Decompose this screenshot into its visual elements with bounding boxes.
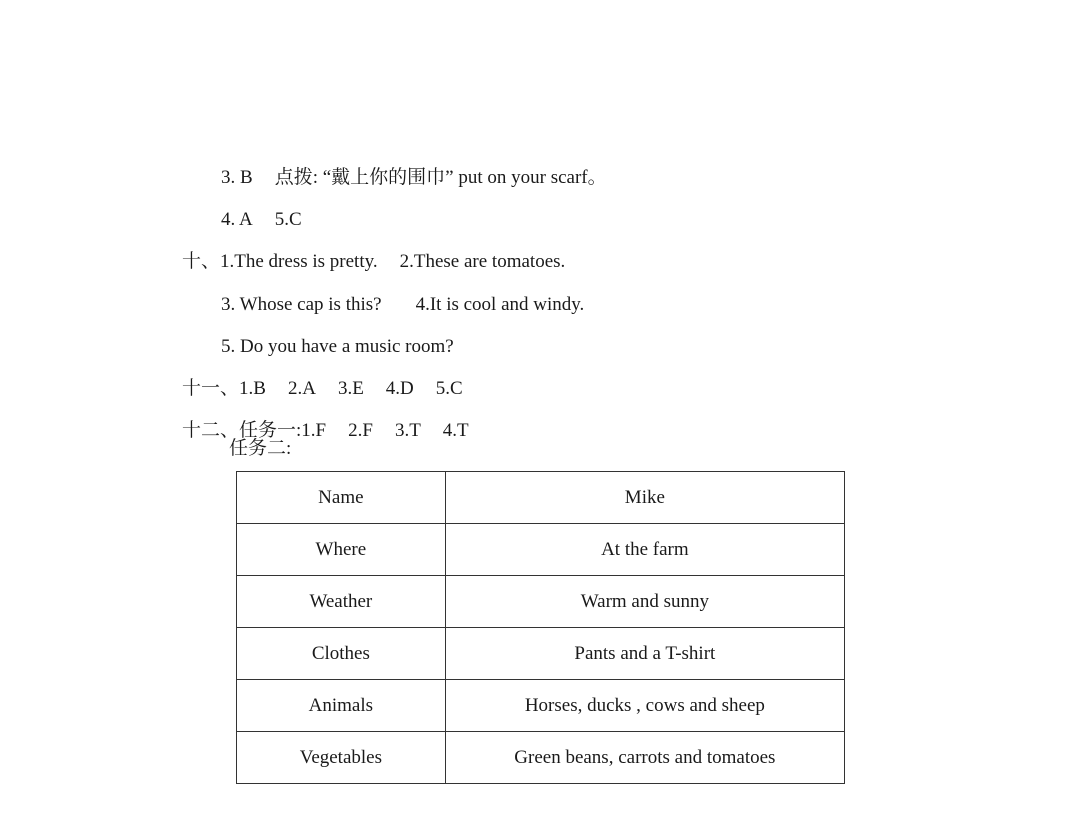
- table-row: [237, 524, 845, 576]
- table-key-cell: Where: [237, 524, 446, 576]
- table-key-cell: Animals: [237, 680, 446, 732]
- answer-item: 2.A: [287, 378, 316, 399]
- table-value-cell: Mike: [445, 472, 844, 524]
- answer-sentence: 4.It is cool and windy.: [415, 294, 585, 315]
- answer-sentence: 2.These are tomatoes.: [399, 251, 566, 272]
- section-label: 十、: [182, 251, 221, 272]
- table-value-cell: Horses, ducks , cows and sheep: [445, 680, 844, 732]
- table-row: [237, 732, 845, 784]
- answer-sentence: 1.The dress is pretty.: [220, 251, 378, 272]
- table-value-cell: Pants and a T-shirt: [445, 628, 844, 680]
- answer-item: 2.F: [348, 420, 373, 441]
- answer-item: 5.C: [435, 378, 463, 399]
- answer-number: 3. B: [221, 167, 253, 188]
- table-key-cell: Name: [237, 472, 446, 524]
- answer-item: 4.T: [442, 420, 469, 441]
- table-value-cell: At the farm: [445, 524, 844, 576]
- answer-item: 3.E: [337, 378, 364, 399]
- table-value-cell: Warm and sunny: [445, 576, 844, 628]
- section-label: 十二、任务一:: [182, 420, 302, 441]
- section-label: 十一、: [182, 378, 240, 399]
- answer-hint: 点拨: “戴上你的围巾” put on your scarf。: [274, 167, 607, 188]
- section-twelve-line: [163, 395, 469, 467]
- answer-item: 4. A: [221, 209, 253, 230]
- answer-sentence: 5. Do you have a music room?: [221, 336, 454, 357]
- table-row: [237, 576, 845, 628]
- task-two-table: [236, 471, 845, 784]
- answer-item: 4.D: [385, 378, 414, 399]
- table-key-cell: Weather: [237, 576, 446, 628]
- answer-item: 5.C: [274, 209, 302, 230]
- table-row: [237, 628, 845, 680]
- table-key-cell: Vegetables: [237, 732, 446, 784]
- table-key-cell: Clothes: [237, 628, 446, 680]
- answer-item: 3.T: [394, 420, 421, 441]
- table-row: [237, 680, 845, 732]
- task-two-label: 任务二:: [229, 438, 292, 459]
- table-row: [237, 472, 845, 524]
- answer-item: 1.B: [239, 378, 266, 399]
- answer-item: 1.F: [301, 420, 327, 441]
- answer-sentence: 3. Whose cap is this?: [221, 294, 382, 315]
- table-value-cell: Green beans, carrots and tomatoes: [445, 732, 844, 784]
